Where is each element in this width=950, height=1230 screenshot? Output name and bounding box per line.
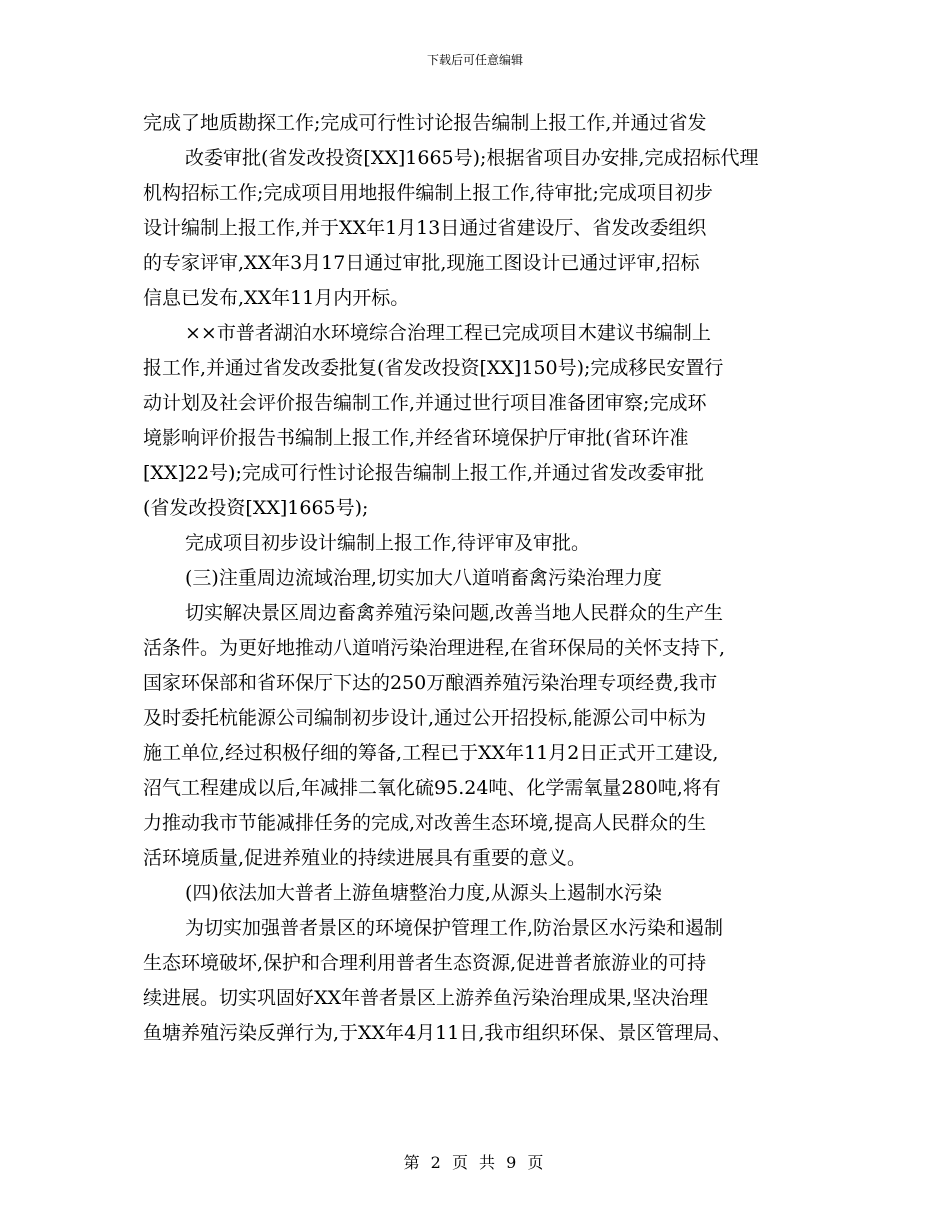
text-line: 鱼塘养殖污染反弹行为,于XX年4月11日,我市组织环保、景区管理局、 — [143, 1022, 732, 1044]
text-line: 续进展。切实巩固好XX年普者景区上游养鱼污染治理成果,坚决治理 — [143, 987, 709, 1009]
paragraph-start: 完成项目初步设计编制上报工作,待评审及审批。 — [185, 532, 591, 554]
text-line: 动计划及社会评价报告编制工作,并通过世行项目准备团审察;完成环 — [143, 392, 707, 414]
section-heading: (三)注重周边流域治理,切实加大八道哨畜禽污染治理力度 — [185, 567, 662, 589]
text-line: 沼气工程建成以后,年减排二氧化硫95.24吨、化学需氧量280吨,将有 — [143, 777, 721, 799]
text-line: 生态环境破坏,保护和合理利用普者生态资源,促进普者旅游业的可持 — [143, 952, 707, 974]
section-heading: (四)依法加大普者上游鱼塘整治力度,从源头上遏制水污染 — [185, 882, 662, 904]
text-line: 国家环保部和省环保厅下达的250万酿酒养殖污染治理专项经费,我市 — [143, 672, 718, 694]
text-line: 改委审批(省发改投资[XX]1665号);根据省项目办安排,完成招标代理 — [185, 147, 759, 169]
text-line: 完成了地质勘探工作;完成可行性讨论报告编制上报工作,并通过省发 — [143, 112, 707, 134]
text-line: 活条件。为更好地推动八道哨污染治理进程,在省环保局的关怀支持下, — [143, 637, 726, 659]
paragraph-start: 切实解决景区周边畜禽养殖污染问题,改善当地人民群众的生产生 — [185, 602, 724, 624]
text-line: 力推动我市节能减排任务的完成,对改善生态环境,提高人民群众的生 — [143, 812, 707, 834]
text-line: 机构招标工作;完成项目用地报件编制上报工作,待审批;完成项目初步 — [143, 182, 713, 204]
text-line: 施工单位,经过积极仔细的筹备,工程已于XX年11月2日正式开工建设, — [143, 742, 719, 764]
text-line: 活环境质量,促进养殖业的持续进展具有重要的意义。 — [143, 847, 587, 869]
text-line: [XX]22号);完成可行性讨论报告编制上报工作,并通过省发改委审批 — [143, 462, 704, 484]
page-number-footer: 第 2 页 共 9 页 — [403, 1153, 547, 1172]
text-line: (省发改投资[XX]1665号); — [143, 497, 369, 519]
text-line: 及时委托杭能源公司编制初步设计,通过公开招投标,能源公司中标为 — [143, 707, 707, 729]
text-line: 设计编制上报工作,并于XX年1月13日通过省建设厅、省发改委组织 — [143, 217, 707, 239]
text-line: 报工作,并通过省发改委批复(省发改投资[XX]150号);完成移民安置行 — [143, 357, 724, 379]
text-line: 信息已发布,XX年11月内开标。 — [143, 287, 410, 309]
text-line: 的专家评审,XX年3月17日通过审批,现施工图设计已通过评审,招标 — [143, 252, 700, 274]
paragraph-start: 为切实加强普者景区的环境保护管理工作,防治景区水污染和遏制 — [185, 917, 724, 939]
page-header: 下载后可任意编辑 — [426, 53, 523, 67]
text-line: 境影响评价报告书编制上报工作,并经省环境保护厅审批(省环许准 — [143, 427, 689, 449]
paragraph-start: ××市普者湖泊水环境综合治理工程已完成项目木建议书编制上 — [185, 322, 711, 344]
body-text — [143, 106, 813, 1051]
